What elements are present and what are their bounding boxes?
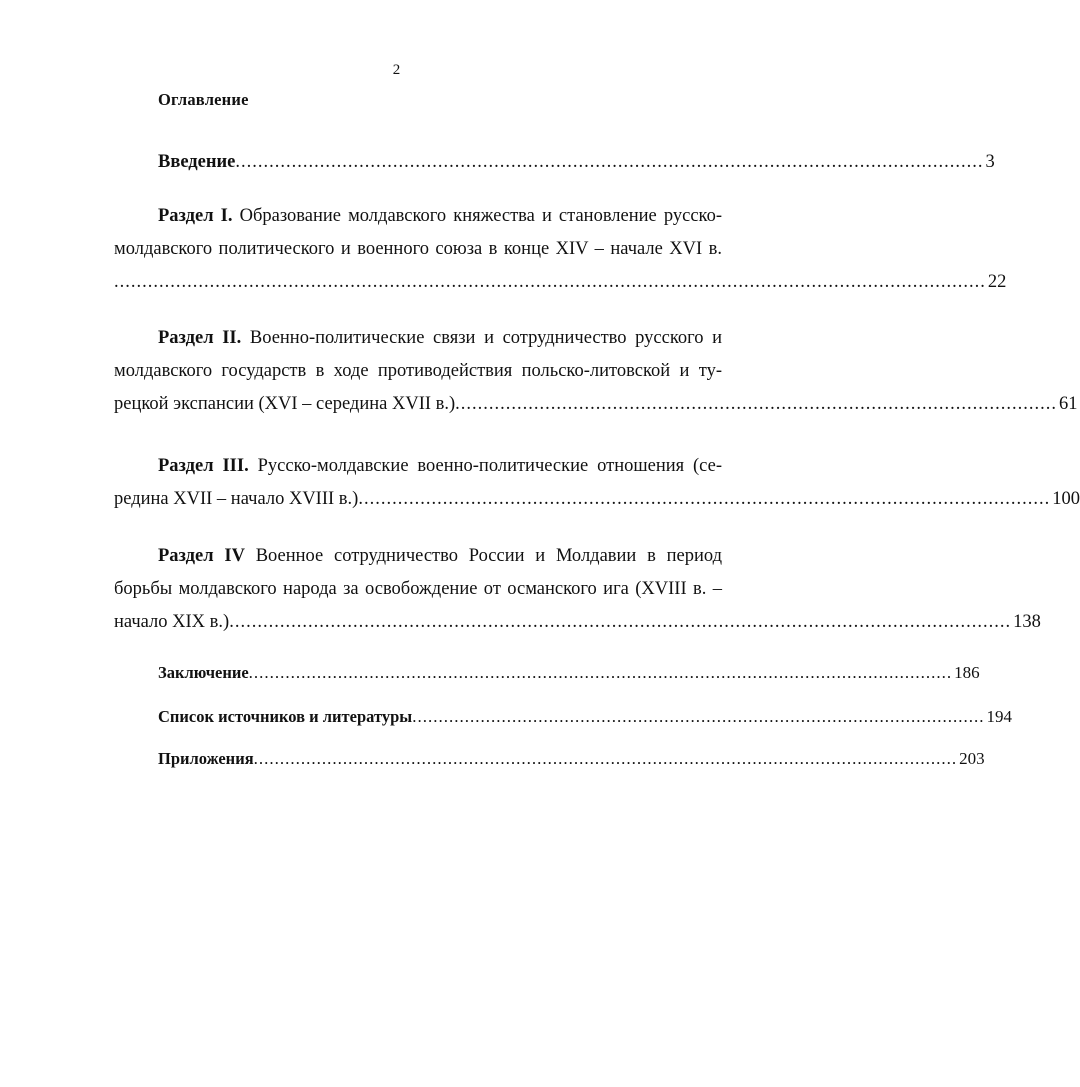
entry-page: 203 [959,749,985,768]
entry-title-line: молдавского государств в ходе противодействия польско-литовской и ту- [114,361,722,381]
entry-title-line: Военное сотрудничество России и Молдавии в период [255,546,722,566]
entry-page: 138 [1013,612,1041,632]
entry-page: 61 [1059,394,1078,414]
dot-leader: ...................................................................................................................................... [248,663,953,682]
entry-title-line: Русско-молдавские военно-политические отношения (се- [257,456,722,476]
entry-label: Заключение [158,663,249,682]
entry-title-line: Военно-политические связи и сотрудничество русского и [249,328,723,348]
toc-entry-conclusion[interactable] [114,656,980,689]
entry-page: 100 [1052,489,1080,509]
dot-leader: ........................................................................................................................................... [229,612,1012,632]
toc-heading: Оглавление [158,90,249,109]
entry-label: Раздел III. [158,456,249,476]
entry-page: 186 [954,663,980,682]
entry-title-line: редина XVII – начало XVIII в.) [114,489,359,509]
toc-entry-appendices[interactable] [114,742,985,775]
entry-label: Приложения [158,749,254,768]
entry-title-line: борьбы молдавского народа за освобождение от османского ига (XVIII в. – [114,579,722,599]
toc-entry-section-2[interactable] [114,322,1078,421]
entry-label: Список источников и литературы [158,707,413,726]
dot-leader: ........................................................................................................... [455,394,1058,414]
entry-label: Раздел IV [158,546,245,566]
dot-leader: ..................................................................................................................................... [235,152,984,172]
toc-entry-section-3[interactable] [114,450,1080,516]
entry-label: Раздел I. [158,206,233,226]
toc-entry-sources[interactable] [114,700,1012,733]
dot-leader: ...................................................................................................................................... [253,749,958,768]
entry-label: Введение [158,152,236,172]
entry-title-line: начало XIX в.) [114,612,230,632]
entry-title-line: молдавского политического и военного союза в конце XIV – начале XVI в. [114,239,722,259]
entry-page: 3 [985,152,995,172]
entry-title-line: Образование молдавского княжества и становление русско- [239,206,722,226]
entry-page: 194 [986,707,1012,726]
dot-leader: ............................................................................................................. [412,707,985,726]
dot-leader: ........................................................................................................................................................... [114,272,986,292]
entry-label: Раздел II. [158,328,242,348]
toc-entry-section-1[interactable] [114,200,1007,299]
toc-entry-introduction[interactable] [114,146,995,179]
page-number: 2 [392,62,401,78]
toc-entry-section-4[interactable] [114,540,1041,639]
entry-page: 22 [987,272,1007,292]
dot-leader: ........................................................................................................................... [358,489,1051,509]
entry-title-line: рецкой экспансии (XVI – середина XVII в.) [114,394,456,414]
